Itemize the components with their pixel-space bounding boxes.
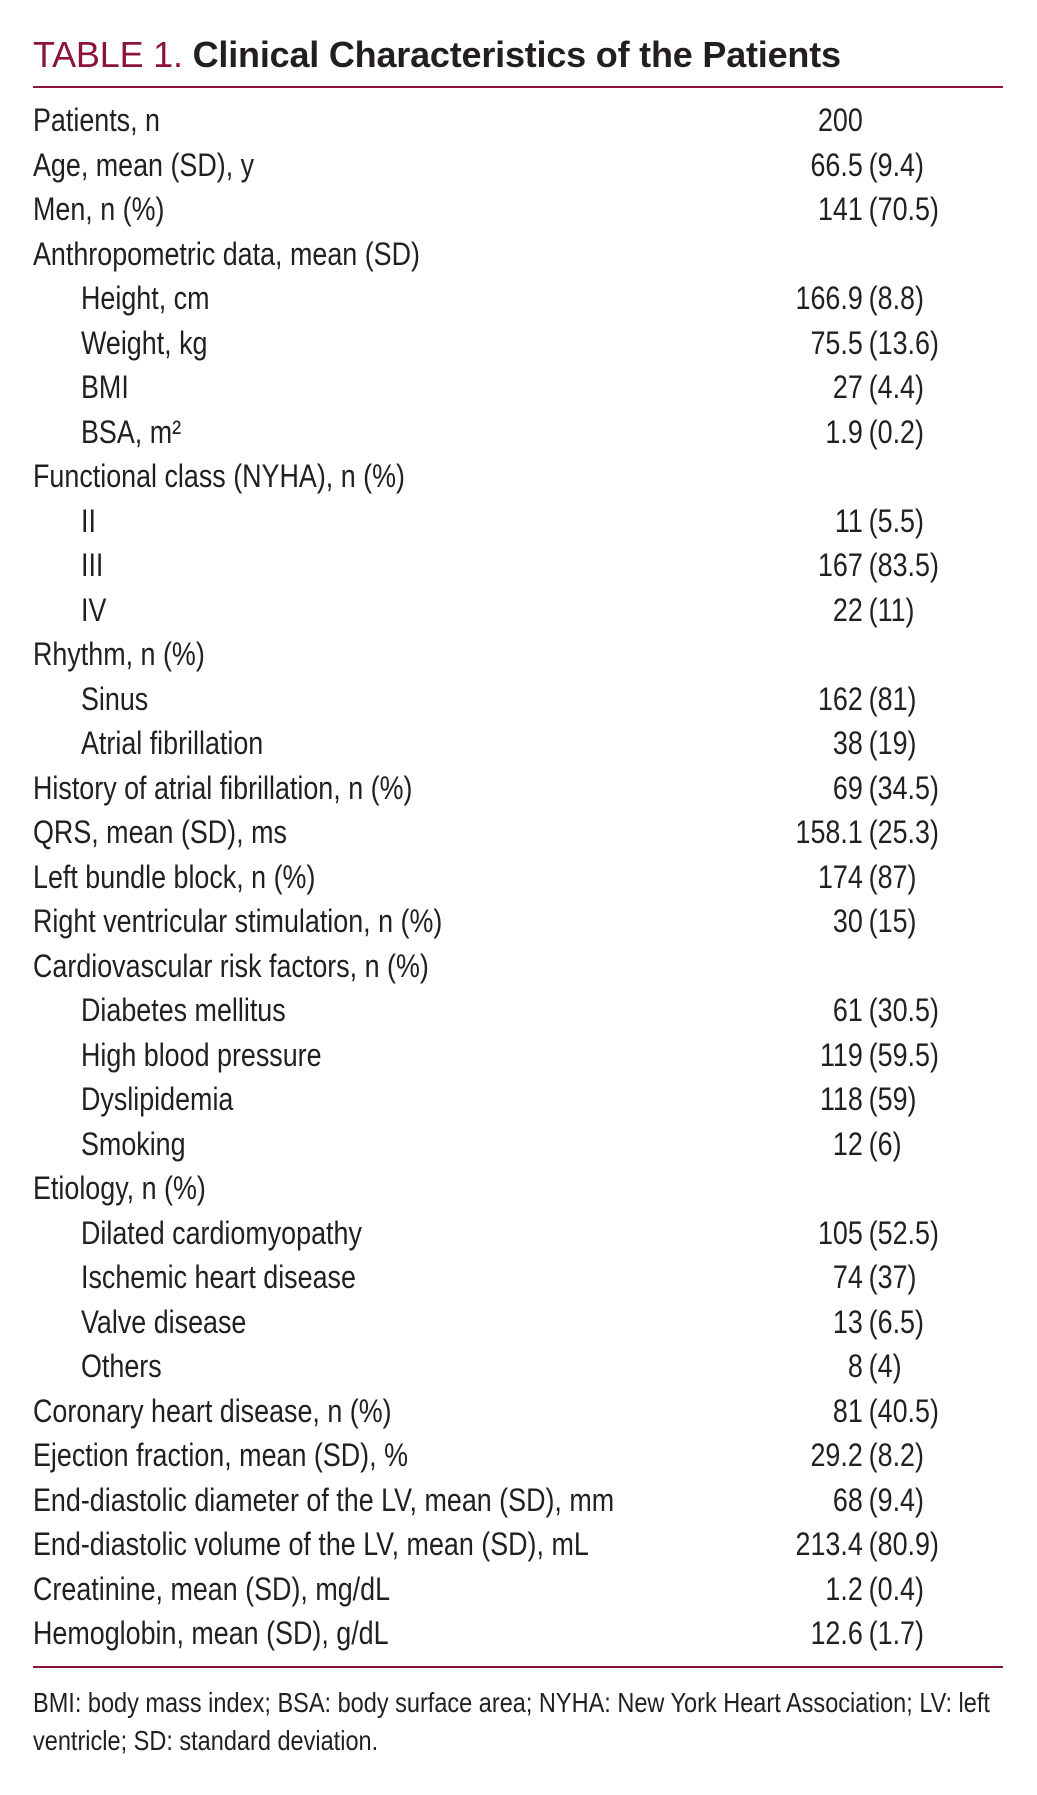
row-label: Smoking	[81, 1125, 186, 1162]
value-parenthetical: (15)	[868, 903, 917, 939]
table-row	[33, 1077, 1003, 1122]
row-label: Height, cm	[81, 280, 210, 316]
row-label: Patients, n	[33, 102, 161, 138]
value-number: 105	[817, 1214, 863, 1251]
value-parenthetical: (4)	[868, 1348, 902, 1384]
row-label: Hemoglobin, mean (SD), g/dL	[33, 1615, 389, 1651]
table-row	[33, 1300, 1003, 1345]
value-number: 13	[832, 1303, 863, 1340]
row-label: BMI	[81, 369, 129, 405]
row-label: Coronary heart disease, n (%)	[33, 1392, 392, 1429]
row-value	[783, 1389, 968, 1434]
row-value	[783, 1522, 968, 1567]
value-number: 61	[832, 992, 863, 1028]
value-number: 27	[832, 369, 863, 405]
row-label: Dyslipidemia	[81, 1081, 234, 1117]
row-value	[783, 499, 968, 544]
row-value	[783, 187, 968, 232]
row-value	[783, 1344, 968, 1389]
table-row	[33, 1611, 1003, 1656]
table-row	[33, 1211, 1003, 1256]
value-number: 22	[832, 591, 863, 628]
row-label: Cardiovascular risk factors, n (%)	[33, 947, 429, 984]
row-label: Etiology, n (%)	[33, 1170, 206, 1206]
value-number: 162	[817, 680, 863, 717]
row-value	[783, 810, 968, 855]
table-row	[33, 187, 1003, 232]
row-value	[783, 543, 968, 588]
row-value	[783, 766, 968, 811]
row-label: High blood pressure	[81, 1036, 322, 1073]
row-value	[783, 1611, 968, 1656]
value-number: 81	[832, 1392, 863, 1429]
value-parenthetical: (8.2)	[868, 1437, 924, 1473]
row-label: Ischemic heart disease	[81, 1259, 356, 1295]
value-number: 141	[817, 191, 863, 227]
row-label: Left bundle block, n (%)	[33, 858, 316, 895]
row-label: Atrial fibrillation	[81, 725, 264, 761]
value-number: 118	[819, 1081, 863, 1117]
value-number: 68	[832, 1481, 863, 1518]
value-number: 8	[847, 1348, 863, 1384]
table-row	[33, 1255, 1003, 1300]
value-number: 74	[832, 1259, 863, 1295]
table-row	[33, 944, 1003, 989]
value-number: 174	[817, 858, 863, 895]
table-title	[33, 30, 1003, 86]
value-parenthetical: (5.5)	[868, 502, 924, 539]
table-footnote: BMI: body mass index; BSA: body surface area; NYHA: New York Heart Association; LV: left ventricle; SD: standard deviation.	[33, 1686, 990, 1756]
table-row	[33, 321, 1003, 366]
value-parenthetical: (9.4)	[868, 1481, 924, 1518]
value-number: 119	[819, 1036, 863, 1073]
row-label: II	[81, 502, 96, 539]
row-label: Sinus	[81, 680, 149, 717]
row-label: Men, n (%)	[33, 191, 165, 227]
table-row	[33, 499, 1003, 544]
row-value	[783, 1033, 968, 1078]
table-row	[33, 1344, 1003, 1389]
table-row	[33, 410, 1003, 455]
value-parenthetical: (87)	[868, 858, 917, 895]
table-row	[33, 988, 1003, 1033]
value-parenthetical: (9.4)	[868, 146, 924, 183]
table-row	[33, 632, 1003, 677]
row-value	[783, 988, 968, 1033]
value-number: 158.1	[795, 814, 863, 850]
row-label: End-diastolic volume of the LV, mean (SD), mL	[33, 1526, 589, 1562]
row-label: Dilated cardiomyopathy	[81, 1214, 362, 1251]
value-number: 29.2	[810, 1437, 863, 1473]
value-parenthetical: (6)	[868, 1125, 902, 1162]
row-label: IV	[81, 591, 107, 628]
row-label: BSA, m²	[81, 413, 182, 450]
row-value	[783, 1211, 968, 1256]
row-label: Others	[81, 1348, 162, 1384]
value-number: 12.6	[810, 1615, 863, 1651]
value-parenthetical: (80.9)	[868, 1526, 939, 1562]
value-parenthetical: (0.4)	[868, 1570, 924, 1607]
value-parenthetical: (37)	[868, 1259, 917, 1295]
row-value	[783, 899, 968, 944]
table-row	[33, 855, 1003, 900]
clinical-characteristics-table	[33, 30, 1003, 1760]
value-parenthetical: (0.2)	[868, 413, 924, 450]
row-value	[783, 410, 968, 455]
value-number: 11	[834, 502, 863, 539]
value-parenthetical: (11)	[868, 591, 915, 628]
value-number: 213.4	[795, 1526, 863, 1562]
value-parenthetical: (6.5)	[868, 1303, 924, 1340]
value-parenthetical: (40.5)	[868, 1392, 939, 1429]
value-number: 30	[832, 903, 863, 939]
value-parenthetical: (8.8)	[868, 280, 924, 316]
table-row	[33, 98, 1003, 143]
row-value	[783, 1077, 968, 1122]
row-label: Creatinine, mean (SD), mg/dL	[33, 1570, 391, 1607]
row-value	[783, 365, 968, 410]
table-row	[33, 1389, 1003, 1434]
row-value	[783, 98, 968, 143]
table-row	[33, 1122, 1003, 1167]
value-number: 166.9	[795, 280, 863, 316]
table-row	[33, 766, 1003, 811]
value-parenthetical: (4.4)	[868, 369, 924, 405]
value-number: 69	[832, 769, 863, 806]
row-label: QRS, mean (SD), ms	[33, 814, 287, 850]
value-parenthetical: (13.6)	[868, 324, 939, 361]
row-label: Right ventricular stimulation, n (%)	[33, 903, 443, 939]
row-label: III	[81, 547, 104, 583]
table-caption: Clinical Characteristics of the Patients	[192, 34, 841, 75]
value-number: 1.2	[825, 1570, 863, 1607]
table-row	[33, 1166, 1003, 1211]
table-body	[33, 88, 1003, 1666]
table-row	[33, 365, 1003, 410]
value-number: 12	[832, 1125, 863, 1162]
value-number: 200	[817, 102, 863, 138]
row-value	[783, 855, 968, 900]
table-row	[33, 721, 1003, 766]
table-row	[33, 454, 1003, 499]
value-number: 1.9	[825, 413, 863, 450]
row-label: End-diastolic diameter of the LV, mean (SD), mm	[33, 1481, 615, 1518]
value-parenthetical: (30.5)	[868, 992, 939, 1028]
table-row	[33, 1033, 1003, 1078]
value-parenthetical: (25.3)	[868, 814, 939, 850]
row-label: Anthropometric data, mean (SD)	[33, 235, 420, 272]
bottom-rule	[33, 1666, 1003, 1668]
row-label: Age, mean (SD), y	[33, 146, 255, 183]
table-row	[33, 899, 1003, 944]
row-value	[783, 276, 968, 321]
row-value	[783, 1567, 968, 1612]
row-value	[783, 1255, 968, 1300]
value-parenthetical: (34.5)	[868, 769, 939, 806]
value-parenthetical: (59)	[868, 1081, 917, 1117]
table-row	[33, 143, 1003, 188]
row-label: Diabetes mellitus	[81, 992, 286, 1028]
row-value	[783, 721, 968, 766]
row-label: Valve disease	[81, 1303, 247, 1340]
row-label: Ejection fraction, mean (SD), %	[33, 1437, 408, 1473]
row-value	[783, 1478, 968, 1523]
table-row	[33, 543, 1003, 588]
row-value	[783, 677, 968, 722]
table-row	[33, 1478, 1003, 1523]
value-number: 167	[817, 547, 863, 583]
table-row	[33, 276, 1003, 321]
value-parenthetical: (81)	[868, 680, 917, 717]
row-label: Rhythm, n (%)	[33, 636, 205, 672]
row-value	[783, 1122, 968, 1167]
value-number: 66.5	[810, 146, 863, 183]
table-row	[33, 677, 1003, 722]
row-value	[783, 1300, 968, 1345]
table-row	[33, 810, 1003, 855]
value-number: 75.5	[810, 324, 863, 361]
row-label: History of atrial fibrillation, n (%)	[33, 769, 413, 806]
value-parenthetical: (19)	[868, 725, 917, 761]
value-parenthetical: (83.5)	[868, 547, 939, 583]
row-value	[783, 588, 968, 633]
row-value	[783, 321, 968, 366]
table-row	[33, 1433, 1003, 1478]
table-row	[33, 1567, 1003, 1612]
row-label: Functional class (NYHA), n (%)	[33, 458, 405, 494]
row-label: Weight, kg	[81, 324, 208, 361]
row-value	[783, 143, 968, 188]
table-row	[33, 588, 1003, 633]
table-row	[33, 232, 1003, 277]
table-label: TABLE 1.	[33, 34, 183, 75]
value-parenthetical: (52.5)	[868, 1214, 939, 1251]
table-row	[33, 1522, 1003, 1567]
value-parenthetical: (59.5)	[868, 1036, 939, 1073]
value-parenthetical: (1.7)	[868, 1615, 924, 1651]
value-parenthetical: (70.5)	[868, 191, 939, 227]
value-number: 38	[832, 725, 863, 761]
row-value	[783, 1433, 968, 1478]
